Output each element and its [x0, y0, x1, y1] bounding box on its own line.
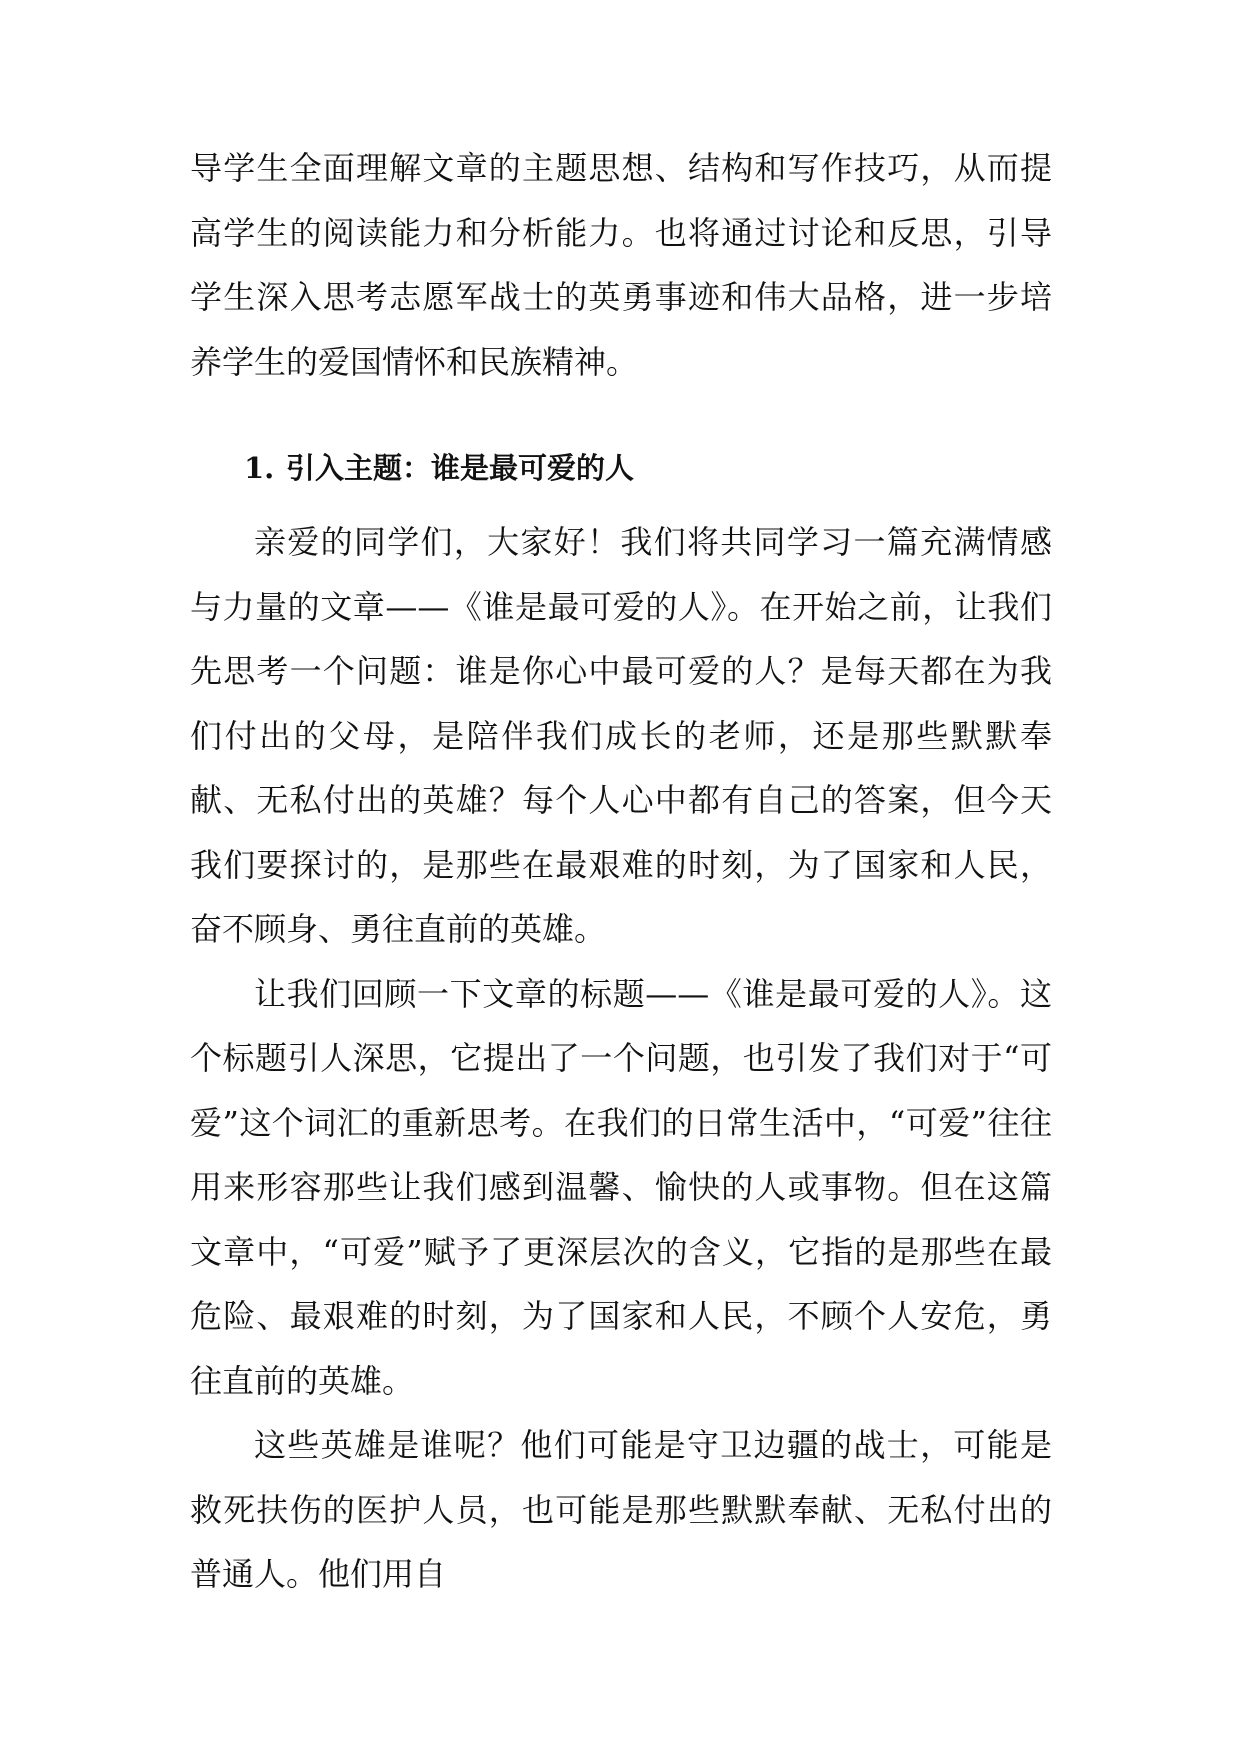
- body-paragraph: 这些英雄是谁呢？他们可能是守卫边疆的战士，可能是救死扶伤的医护人员，也可能是那些默默奉献、无私付出的普通人。他们用自: [190, 1426, 1052, 1593]
- section-heading: [190, 436, 1052, 500]
- body-paragraph: 导学生全面理解文章的主题思想、结构和写作技巧，从而提高学生的阅读能力和分析能力。也将通过讨论和反思，引导学生深入思考志愿军战士的英勇事迹和伟大品格，进一步培养学生的爱国情怀和民族精神。: [190, 149, 1052, 381]
- body-paragraph: 让我们回顾一下文章的标题——《谁是最可爱的人》。这个标题引人深思，它提出了一个问题，也引发了我们对于“可爱”这个词汇的重新思考。在我们的日常生活中，“可爱”往往用来形容那些让我们感到温馨、愉快的人或事物。但在这篇文章中，“可爱”赋予了更深层次的含义，它指的是那些在最危险、最艰难的时刻，为了国家和人民，不顾个人安危，勇往直前的英雄。: [190, 974, 1052, 1400]
- body-paragraph: 亲爱的同学们，大家好！我们将共同学习一篇充满情感与力量的文章——《谁是最可爱的人》。在开始之前，让我们先思考一个问题：谁是你心中最可爱的人？是每天都在为我们付出的父母，是陪伴我们成长的老师，还是那些默默奉献、无私付出的英雄？每个人心中都有自己的答案，但今天我们要探讨的，是那些在最艰难的时刻，为了国家和人民，奋不顾身、勇往直前的英雄。: [190, 523, 1052, 948]
- document-body: [190, 136, 1052, 1607]
- section-title: 引入主题：谁是最可爱的人: [286, 451, 635, 485]
- section-number: 1.: [244, 451, 275, 485]
